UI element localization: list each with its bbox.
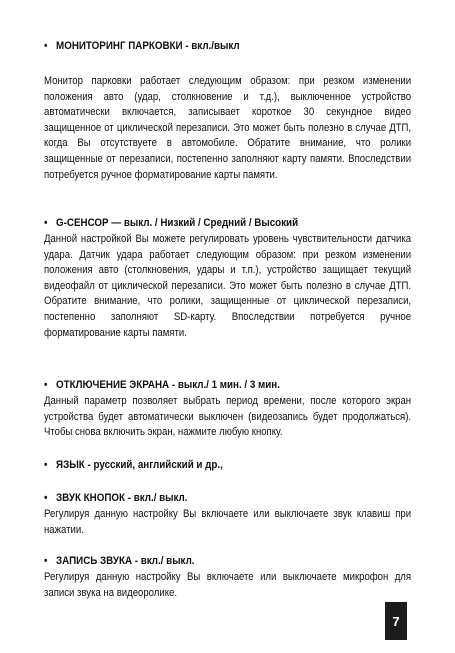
section-options: - вкл./выкл bbox=[185, 40, 240, 52]
section-heading bbox=[44, 378, 360, 393]
page-number: 7 bbox=[385, 602, 407, 640]
bullet-marker: • bbox=[44, 217, 48, 229]
section-options: - выкл./ 1 мин. / 3 мин. bbox=[171, 379, 280, 391]
bullet-marker: • bbox=[44, 379, 48, 391]
bullet-marker: • bbox=[44, 459, 48, 471]
section-heading bbox=[44, 554, 360, 569]
section-sound-recording bbox=[44, 554, 411, 601]
section-heading bbox=[44, 491, 360, 506]
section-screen-off bbox=[44, 378, 411, 441]
section-paragraph: Регулируя данную настройку Вы включаете или выключаете микрофон для записи звука на видеоролике. bbox=[44, 571, 412, 599]
section-heading bbox=[44, 216, 360, 231]
section-options: - вкл./ выкл. bbox=[127, 492, 188, 504]
section-language bbox=[44, 458, 411, 473]
section-title: ОТКЛЮЧЕНИЕ ЭКРАНА bbox=[56, 379, 170, 391]
section-options: - русский, английский и др., bbox=[87, 459, 223, 471]
section-title: МОНИТОРИНГ ПАРКОВКИ bbox=[56, 40, 183, 52]
section-options: — выкл. / Низкий / Средний / Высокий bbox=[111, 217, 299, 229]
section-title: G-СЕНСОР bbox=[56, 217, 109, 229]
section-g-sensor bbox=[44, 216, 411, 341]
section-title: ЗВУК КНОПОК bbox=[56, 492, 125, 504]
section-button-sound bbox=[44, 491, 411, 538]
section-parking-monitor bbox=[44, 39, 411, 183]
bullet-marker: • bbox=[44, 492, 48, 504]
section-title: ЗАПИСЬ ЗВУКА bbox=[56, 555, 133, 567]
section-paragraph: Монитор парковки работает следующим образом: при резком изменении положения авто (удар, столкновение и т.д.), выключенное устройство автоматически включается, записывает короткое 30 секундное видео защищенное от циклической перезаписи. Это может быть полезно в случае ДТП, когда Вы отсутствуете в автомобиле. Обратите внимание, что ролики защищенные от перезаписи, постепенно заполняют карту памяти. Впоследствии потребуется ручное форматирование карты памяти. bbox=[44, 75, 412, 181]
section-options: - вкл./ выкл. bbox=[134, 555, 195, 567]
section-heading bbox=[44, 458, 360, 473]
section-paragraph: Регулируя данную настройку Вы включаете или выключаете звук клавиш при нажатии. bbox=[44, 508, 412, 536]
section-heading bbox=[44, 39, 360, 54]
bullet-marker: • bbox=[44, 40, 48, 52]
section-paragraph: Данный параметр позволяет выбрать период времени, после которого экран устройства будет автоматически выключен (видеозапись будет продолжаться). Чтобы снова включить экран, нажмите любую кнопку. bbox=[44, 395, 412, 439]
section-title: ЯЗЫК bbox=[56, 459, 85, 471]
bullet-marker: • bbox=[44, 555, 48, 567]
section-paragraph: Данной настройкой Вы можете регулировать уровень чувствительности датчика удара. Датчик удара работает следующим образом: при резком изменении положения авто (столкновения, удары и т.п.), устройство защищает текущий видеофайл от циклической перезаписи. Это может быть полезно в случае ДТП. Обратите внимание, что ролики, защищенные от циклической перезаписи, постепенно заполняют SD-карту. Впоследствии потребуется ручное форматирование карты памяти. bbox=[44, 233, 412, 339]
